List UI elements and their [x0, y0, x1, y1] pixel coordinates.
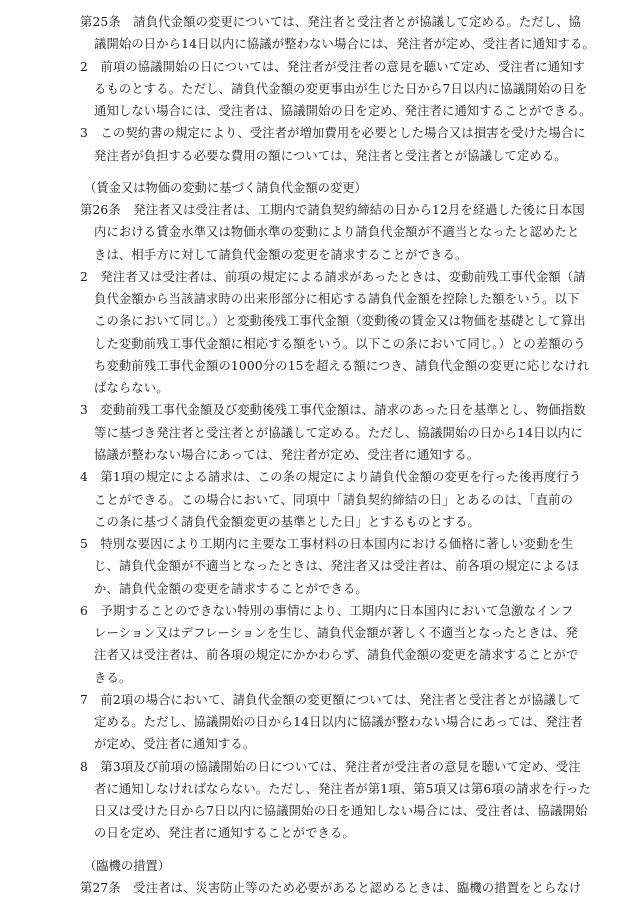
- article-26-item-7-line-2: 定める。ただし、協議開始の日から14日以内に協議が整わない場合にあっては、発注者: [94, 715, 583, 729]
- article-26-item-6-line-2: レーション又はデフレーションを生じ、請負代金額が著しく不適当となったときは、発: [94, 626, 578, 640]
- article-25-item-3-line-2: 発注者が負担する必要な費用の額については、発注者と受注者とが協議して定める。: [94, 149, 567, 163]
- article-26-item-2-line-4: した変動前残工事代金額に相応する額をいう。以下この条において同じ。）との差額のう: [94, 337, 586, 351]
- article-26-heading: （賃金又は物価の変動に基づく請負代金額の変更）: [84, 181, 367, 195]
- article-26-item-3-line-3: 協議が整わない場合にあっては、発注者が定め、受注者に通知する。: [94, 448, 480, 462]
- article-26-item-4-line-3: この条に基づく請負代金額変更の基準とした日」とするものとする。: [94, 515, 480, 529]
- article-26-item-3-line-1: 3 変動前残工事代金額及び変動後残工事代金額は、請求のあった日を基準とし、物価指数: [80, 403, 586, 417]
- article-26-item-6-line-1: 6 予期することのできない特別の事情により、工期内に日本国内において急激なインフ: [80, 604, 574, 618]
- article-26-item-5-line-3: か、請負代金額の変更を請求することができる。: [94, 582, 368, 596]
- article-26-line-1: 第26条 発注者又は受注者は、工期内で請負契約締結の日から12月を経過した後に日本国: [80, 203, 585, 217]
- article-26-line-3: きは、相手方に対して請負代金額の変更を請求することができる。: [94, 248, 468, 262]
- article-26-item-8-line-2: 者に通知しなければならない。ただし、発注者が第1項、第5項又は第6項の請求を行った: [94, 782, 591, 796]
- article-25-line-1: 第25条 請負代金額の変更については、発注者と受注者とが協議して定める。ただし、協: [80, 15, 582, 29]
- article-26-item-2-line-3: この条において同じ。）と変動後残工事代金額（変動後の賃金又は物価を基礎として算出: [94, 314, 586, 328]
- article-25-item-3-line-1: 3 この契約書の規定により、受注者が増加費用を必要とした場合又は損害を受けた場合に: [80, 126, 586, 140]
- article-25-item-2-line-3: 通知しない場合には、受注者は、協議開始の日を定め、発注者に通知することができる。: [94, 104, 592, 118]
- article-26-item-2-line-6: ばならない。: [94, 381, 169, 395]
- article-26-item-7-line-1: 7 前2項の場合において、請負代金額の変更額については、発注者と受注者とが協議して: [80, 693, 581, 707]
- article-26-item-7-line-3: が定め、受注者に通知する。: [94, 737, 256, 751]
- article-26-item-2-line-2: 負代金額から当該請求時の出来形部分に相応する請負代金額を控除した額をいう。以下: [94, 292, 580, 306]
- article-26-item-6-line-4: きる。: [94, 671, 132, 685]
- article-26-item-4-line-2: ことができる。この場合において、同項中「請負契約締結の日」とあるのは、「直前の: [94, 493, 574, 507]
- article-26-item-8-line-4: の日を定め、発注者に通知することができる。: [94, 826, 355, 840]
- article-26-item-6-line-3: 注者又は受注者は、前各項の規定にかかわらず、請負代金額の変更を請求することがで: [94, 648, 579, 662]
- article-27-heading: （臨機の措置）: [84, 859, 171, 873]
- article-27-line-1: 第27条 受注者は、災害防止等のため必要があると認めるときは、臨機の措置をとらなけ: [80, 881, 582, 895]
- article-25-item-2-line-1: 2 前項の協議開始の日については、発注者が受注者の意見を聴いて定め、受注者に通知す: [80, 60, 586, 74]
- article-26-item-8-line-1: 8 第3項及び前項の協議開始の日については、発注者が受注者の意見を聴いて定め、受注: [80, 760, 581, 774]
- article-26-item-2-line-1: 2 発注者又は受注者は、前項の規定による請求があったときは、変動前残工事代金額（請: [80, 270, 586, 284]
- article-25-line-2: 議開始の日から14日以内に協議が整わない場合には、発注者が定め、受注者に通知する。: [94, 37, 595, 51]
- article-26-item-8-line-3: 日又は受けた日から7日以内に協議開始の日を通知しない場合には、受注者は、協議開始: [94, 804, 588, 818]
- article-26-item-4-line-1: 4 第1項の規定による請求は、この条の規定により請負代金額の変更を行った後再度行う: [80, 470, 582, 484]
- article-26-item-3-line-2: 等に基づき発注者と受注者とが協議して定める。ただし、協議開始の日から14日以内に: [94, 426, 583, 440]
- article-26-line-2: 内における賃金水準又は物価水準の変動により請負代金額が不適当となったと認めたと: [94, 225, 580, 239]
- article-26-item-2-line-5: ち変動前残工事代金額の1000分の15を超える額につき、請負代金額の変更に応じなけれ: [94, 359, 590, 373]
- article-26-item-5-line-1: 5 特別な要因により工期内に主要な工事材料の日本国内における価格に著しい変動を生: [80, 537, 574, 551]
- article-25-item-2-line-2: るものとする。ただし、請負代金額の変更事由が生じた日から7日以内に協議開始の日を: [94, 82, 588, 96]
- article-26-item-5-line-2: じ、請負代金額が不適当となったときは、発注者又は受注者は、前各項の規定によるほ: [94, 559, 580, 573]
